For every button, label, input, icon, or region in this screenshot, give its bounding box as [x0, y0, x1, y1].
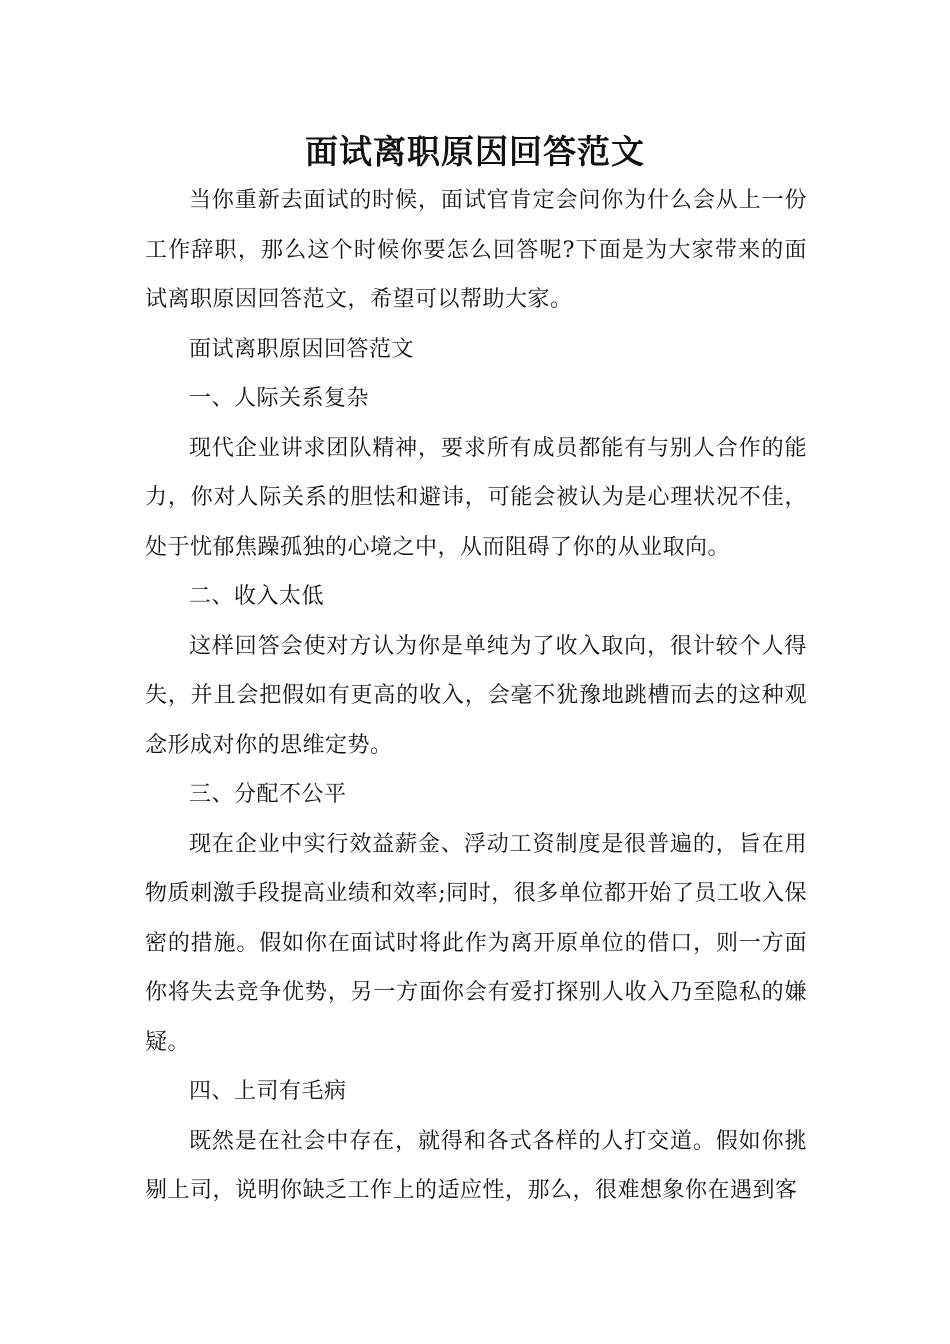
document-title: 面试离职原因回答范文: [305, 132, 645, 171]
heading-4: 四、上司有毛病: [189, 1079, 347, 1104]
document-body: [145, 176, 807, 1216]
paragraph-1: 现代企业讲求团队精神，要求所有成员都能有与别人合作的能力，你对人际关系的胆怯和避讳，可能会被认为是心理状况不佳，处于忧郁焦躁孤独的心境之中，从而阻碍了你的从业取向。: [145, 435, 807, 560]
paragraph-2: 这样回答会使对方认为你是单纯为了收入取向，很计较个人得失，并且会把假如有更高的收入，会毫不犹豫地跳槽而去的这种观念形成对你的思维定势。: [145, 633, 807, 758]
intro-paragraph: 当你重新去面试的时候，面试官肯定会问你为什么会从上一份工作辞职，那么这个时候你要怎么回答呢?下面是为大家带来的面试离职原因回答范文，希望可以帮助大家。: [145, 188, 807, 312]
section-subtitle: 面试离职原因回答范文: [189, 336, 415, 362]
heading-2: 二、收入太低: [189, 584, 325, 609]
heading-3: 三、分配不公平: [189, 782, 347, 807]
heading-1: 一、人际关系复杂: [189, 386, 370, 411]
paragraph-4: 既然是在社会中存在，就得和各式各样的人打交道。假如你挑剔上司，说明你缺乏工作上的适应性，那么，很难想象你在遇到客: [145, 1128, 807, 1203]
paragraph-3: 现在企业中实行效益薪金、浮动工资制度是很普遍的，旨在用物质刺激手段提高业绩和效率;同时，很多单位都开始了员工收入保密的措施。假如你在面试时将此作为离开原单位的借口，则一方面你将失去竞争优势，另一方面你会有爱打探别人收入乃至隐私的嫌疑。: [145, 831, 807, 1055]
